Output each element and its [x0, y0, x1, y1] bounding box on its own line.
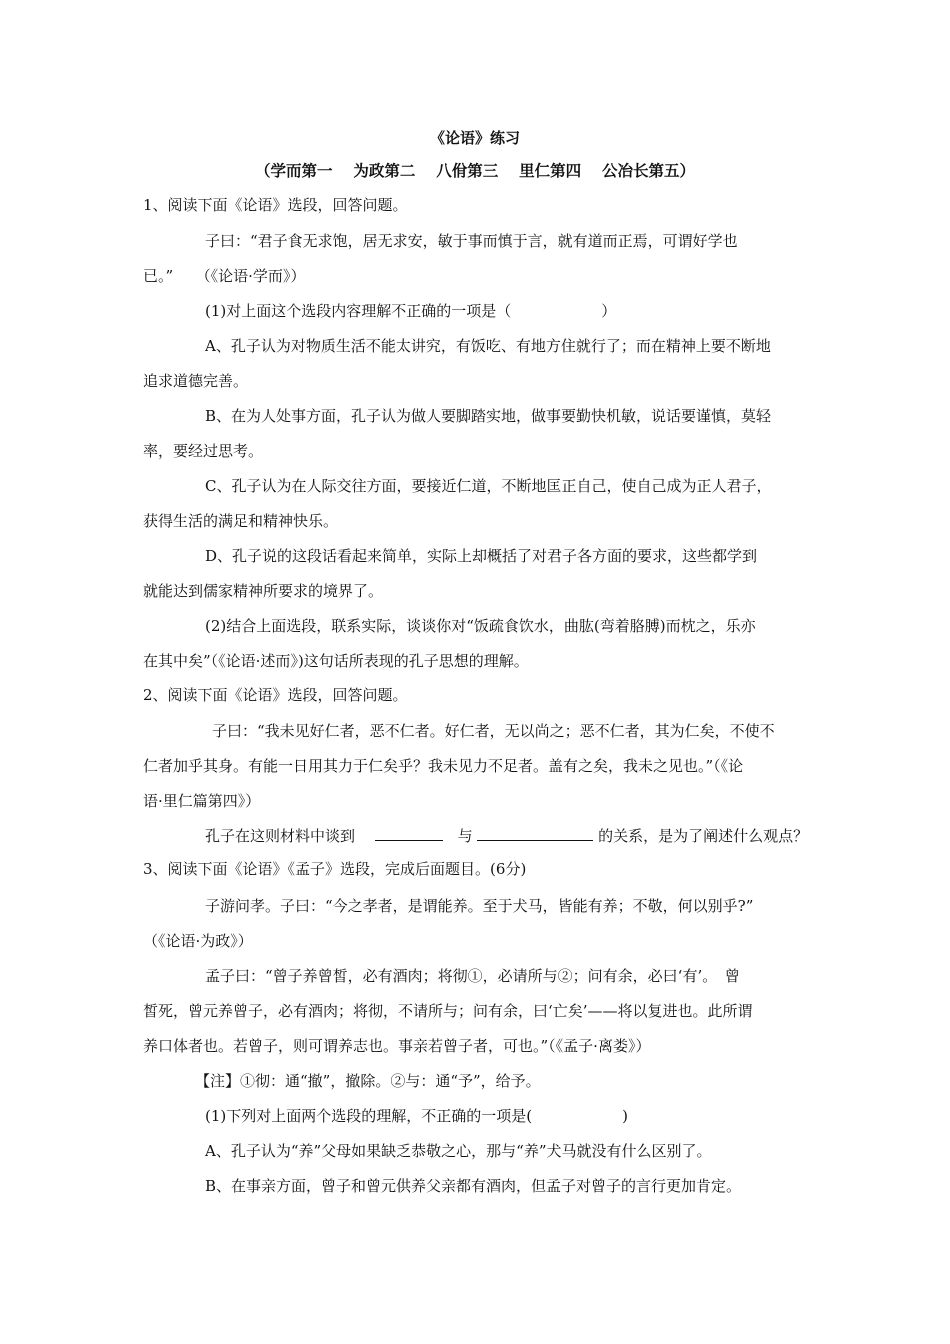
q1-option-d-line-2: 就能达到儒家精神所要求的境界了。	[143, 582, 384, 600]
q2-quote-line-1: 子曰：“我未见好仁者，恶不仁者。好仁者，无以尚之；恶不仁者，其为仁矣，不使不	[212, 722, 775, 740]
q2-question-part-a: 孔子在这则材料中谈到	[205, 827, 371, 845]
q1-sub2-line-1: (2)结合上面选段，联系实际，谈谈你对“饭疏食饮水，曲肱(弯着胳膊)而枕之，乐亦	[205, 617, 756, 635]
q1-quote-line-2: 已。” （《论语·学而》）	[143, 267, 306, 285]
q2-question-part-b: 与	[457, 827, 473, 845]
q1-sub2-line-2: 在其中矣”（《论语·述而》)这句话所表现的孔子思想的理解。	[143, 652, 529, 670]
q2-heading: 2、阅读下面《论语》选段，回答问题。	[143, 686, 408, 704]
q1-option-b-line-1: B、在为人处事方面，孔子认为做人要脚踏实地，做事要勤快机敏，说话要谨慎，莫轻	[205, 407, 772, 425]
q1-option-a-line-2: 追求道德完善。	[143, 372, 249, 390]
q3-quote1-line-2: （《论语·为政》）	[143, 932, 253, 950]
q2-question-part-c: 的关系，是为了阐述什么观点？	[598, 827, 809, 845]
q1-option-d-line-1: D、孔子说的这段话看起来简单，实际上却概括了对君子各方面的要求，这些都学到	[205, 547, 758, 565]
q1-option-b-line-2: 率，要经过思考。	[143, 442, 264, 460]
q3-quote1-line-1: 子游问孝。子曰：“今之孝者，是谓能养。至于犬马，皆能有养；不敬，何以别乎?”	[205, 897, 754, 915]
q1-quote-line-1: 子曰：“君子食无求饱，居无求安，敏于事而慎于言，就有道而正焉，可谓好学也	[205, 232, 738, 250]
q3-option-a: A、孔子认为“养”父母如果缺乏恭敬之心，那与“养”犬马就没有什么区别了。	[205, 1142, 712, 1160]
q1-option-c-line-1: C、孔子认为在人际交往方面，要接近仁道，不断地匡正自己，使自己成为正人君子，	[205, 477, 772, 495]
page-subtitle: （学而第一 为政第二 八佾第三 里仁第四 公冶长第五）	[254, 162, 696, 180]
q2-quote-line-3: 语·里仁篇第四》）	[143, 792, 261, 810]
q3-quote2-line-1: 孟子曰：“曾子养曾皙，必有酒肉；将彻①，必请所与②；问有余，必曰‘有’。 曾	[205, 967, 740, 985]
q1-option-a-line-1: A、孔子认为对物质生活不能太讲究，有饭吃、有地方住就行了；而在精神上要不断地	[205, 337, 771, 355]
q3-option-b: B、在事亲方面，曾子和曾元供养父亲都有酒肉，但孟子对曾子的言行更加肯定。	[205, 1177, 742, 1195]
q2-quote-line-2: 仁者加乎其身。有能一日用其力于仁矣乎？我未见力不足者。盖有之矣，我未之见也。”（《论	[143, 757, 744, 775]
q1-heading: 1、阅读下面《论语》选段，回答问题。	[143, 196, 408, 214]
q3-heading: 3、阅读下面《论语》《孟子》选段，完成后面题目。(6分)	[143, 860, 527, 878]
q2-question	[205, 826, 808, 846]
answer-blank-1[interactable]	[375, 826, 443, 841]
q1-sub1: (1)对上面这个选段内容理解不正确的一项是（ ）	[205, 302, 617, 320]
q3-note: 【注】①彻：通“撤”，撤除。②与：通“予”，给予。	[195, 1072, 541, 1090]
answer-blank-2[interactable]	[477, 826, 593, 841]
q3-quote2-line-3: 养口体者也。若曾子，则可谓养志也。事亲若曾子者，可也。”（《孟子·离娄》）	[143, 1037, 651, 1055]
q1-option-c-line-2: 获得生活的满足和精神快乐。	[143, 512, 339, 530]
q3-quote2-line-2: 皙死，曾元养曾子，必有酒肉；将彻，不请所与；问有余，曰‘亡矣’——将以复进也。此所谓	[143, 1002, 753, 1020]
page-title: 《论语》练习	[429, 129, 520, 147]
q3-sub1: (1)下列对上面两个选段的理解，不正确的一项是( )	[205, 1107, 628, 1125]
